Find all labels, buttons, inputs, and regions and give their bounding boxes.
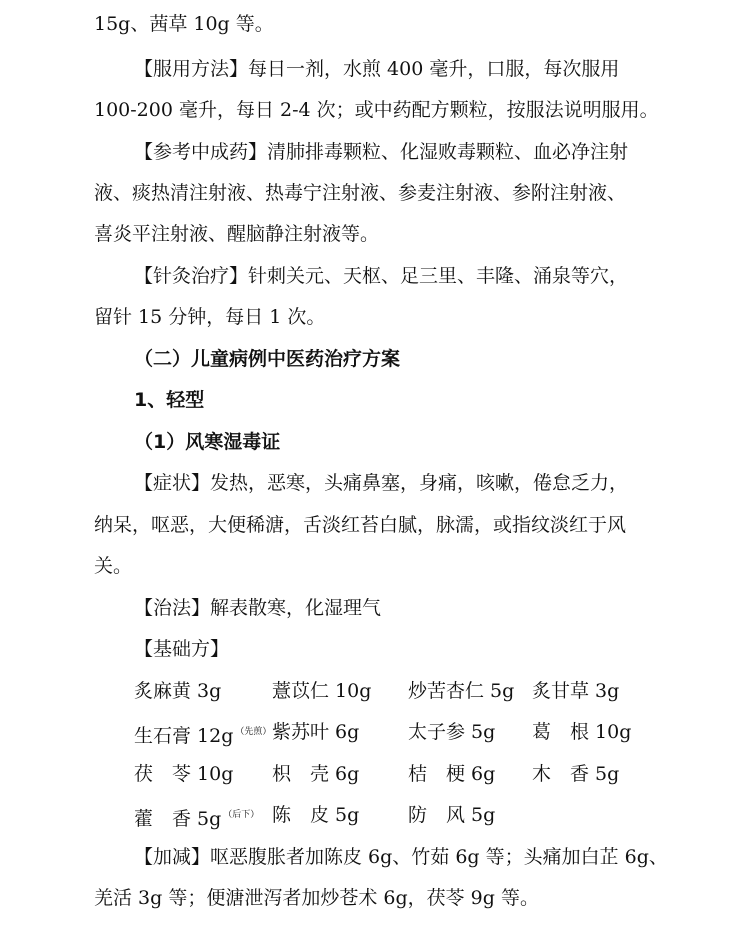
herb-item <box>134 801 259 829</box>
symptoms-paragraph: 【症状】发热，恶寒，头痛鼻塞，身痛，咳嗽，倦怠乏力， <box>134 472 629 494</box>
herb-name: 生石膏 12g <box>134 725 234 747</box>
herb-item: 陈 皮 5g <box>272 804 360 826</box>
syndrome-heading: （1）风寒湿毒证 <box>134 431 281 453</box>
base-formula-label: 【基础方】 <box>134 638 230 660</box>
section-heading: （二）儿童病例中医药治疗方案 <box>134 348 401 370</box>
text-line: 15g、茜草 10g 等。 <box>94 13 274 35</box>
herb-note: （后下） <box>223 810 260 820</box>
proprietary-medicine-paragraph: 【参考中成药】清肺排毒颗粒、化湿败毒颗粒、血必净注射 <box>134 141 629 163</box>
herb-item: 枳 壳 6g <box>272 763 360 785</box>
herb-item: 防 风 5g <box>408 804 496 826</box>
herb-item <box>134 718 271 746</box>
text-line: 液、痰热清注射液、热毒宁注射液、参麦注射液、参附注射液、 <box>94 182 627 204</box>
text-line: 关。 <box>94 555 133 577</box>
modification-paragraph: 【加减】呕恶腹胀者加陈皮 6g、竹茹 6g 等；头痛加白芷 6g、 <box>134 846 668 868</box>
text-line: 羌活 3g 等；便溏泄泻者加炒苍术 6g，茯苓 9g 等。 <box>94 887 539 909</box>
acupuncture-paragraph: 【针灸治疗】针刺关元、天枢、足三里、丰隆、涌泉等穴， <box>134 265 629 287</box>
usage-method-paragraph: 【服用方法】每日一剂，水煎 400 毫升，口服，每次服用 <box>134 58 620 80</box>
herb-item: 紫苏叶 6g <box>272 721 360 743</box>
treatment-principle: 【治法】解表散寒，化湿理气 <box>134 597 382 619</box>
herb-item: 太子参 5g <box>408 721 496 743</box>
herb-item: 炙麻黄 3g <box>134 680 222 702</box>
herb-item: 葛 根 10g <box>532 721 632 743</box>
herb-name: 藿 香 5g <box>134 808 222 830</box>
text-line: 喜炎平注射液、醒脑静注射液等。 <box>94 223 380 245</box>
herb-item: 茯 苓 10g <box>134 763 234 785</box>
herb-item: 炒苦杏仁 5g <box>408 680 515 702</box>
text-line: 100-200 毫升，每日 2-4 次；或中药配方颗粒，按服法说明服用。 <box>94 99 659 121</box>
subsection-heading: 1、轻型 <box>134 389 205 411</box>
text-line: 纳呆，呕恶，大便稀溏，舌淡红苔白腻，脉濡，或指纹淡红于风 <box>94 514 627 536</box>
herb-item: 木 香 5g <box>532 763 620 785</box>
herb-item: 桔 梗 6g <box>408 763 496 785</box>
herb-note: （先煎） <box>235 727 272 737</box>
text-line: 留针 15 分钟，每日 1 次。 <box>94 306 326 328</box>
herb-item: 薏苡仁 10g <box>272 680 372 702</box>
herb-item: 炙甘草 3g <box>532 680 620 702</box>
